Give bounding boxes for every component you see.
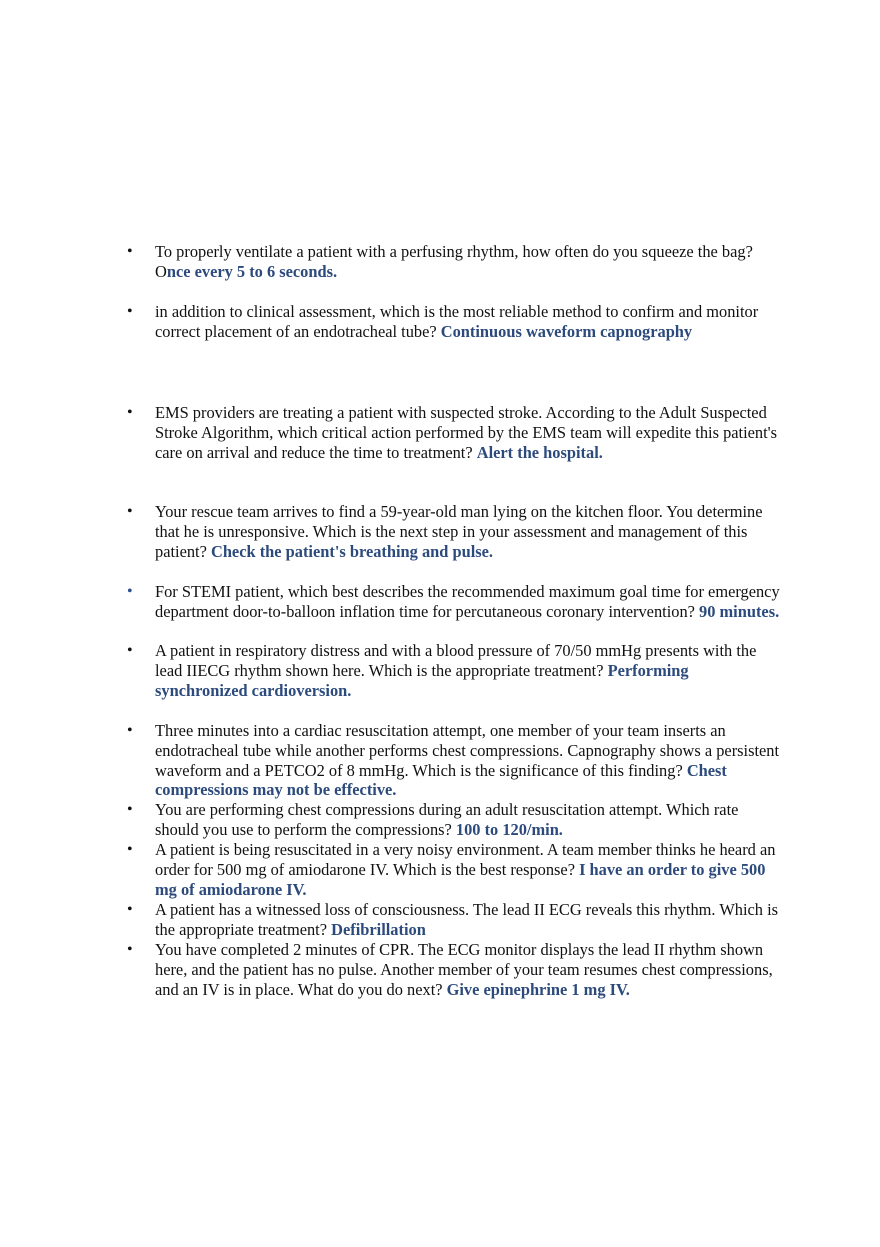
question-text <box>155 721 780 800</box>
answer: Alert the hospital. <box>476 442 603 462</box>
question: You have completed 2 minutes of CPR. The ECG monitor displays the lead II rhythm shown here, and the patient has no pulse. Another member of your team resumes chest compressions, and an IV is in place. What do you do next? <box>155 940 773 999</box>
question-text <box>155 900 780 940</box>
question-text <box>155 242 780 282</box>
question: Your rescue team arrives to find a 59-year-old man lying on the kitchen floor. You determine that he is unresponsive. Which is the next step in your assessment and management of this patient? <box>155 502 763 561</box>
bullet: • <box>127 901 133 918</box>
question: For STEMI patient, which best describes the recommended maximum goal time for emergency department door-to-balloon inflation time for percutaneous coronary intervention? <box>155 582 780 621</box>
answer: 90 minutes. <box>699 601 780 621</box>
question-text <box>155 940 780 999</box>
question: Three minutes into a cardiac resuscitation attempt, one member of your team inserts an endotracheal tube while another performs chest compressions. Capnography shows a persistent waveform and a PETCO2 of 8 mmHg. Which is the significance of this finding? <box>155 721 780 780</box>
question-text <box>155 641 780 700</box>
bullet: • <box>127 841 133 858</box>
bullet: • <box>127 404 133 421</box>
question: You are performing chest compressions during an adult resuscitation attempt. Which rate should you use to perform the compressions? <box>155 800 739 839</box>
bullet: • <box>127 243 133 260</box>
bullet: • <box>127 583 133 600</box>
question-text <box>155 403 780 462</box>
answer: Continuous waveform capnography <box>440 321 693 341</box>
answer: Performing synchronized cardioversion. <box>155 660 689 700</box>
answer: Chest compressions may not be effective. <box>155 760 727 800</box>
answer: Check the patient's breathing and pulse. <box>210 541 494 561</box>
question: EMS providers are treating a patient with suspected stroke. According to the Adult Suspected Stroke Algorithm, which critical action performed by the EMS team will expedite this patient's care on arrival and reduce the time to treatment? <box>155 403 778 462</box>
question: in addition to clinical assessment, which is the most reliable method to confirm and monitor correct placement of an endotracheal tube? <box>155 302 759 341</box>
bullet: • <box>127 722 133 739</box>
question-text <box>155 800 780 840</box>
answer: 100 to 120/min. <box>455 819 563 839</box>
answer: I have an order to give 500 mg of amiodarone IV. <box>155 859 766 899</box>
question-text <box>155 502 780 561</box>
question-text <box>155 302 780 342</box>
bullet: • <box>127 303 133 320</box>
question: To properly ventilate a patient with a perfusing rhythm, how often do you squeeze the bag? O <box>155 242 753 281</box>
bullet: • <box>127 642 133 659</box>
bullet: • <box>127 503 133 520</box>
question: A patient is being resuscitated in a very noisy environment. A team member thinks he heard an order for 500 mg of amiodarone IV. Which is the best response? <box>155 840 776 879</box>
question: A patient in respiratory distress and with a blood pressure of 70/50 mmHg presents with the lead IIECG rhythm shown here. Which is the appropriate treatment? <box>155 641 757 680</box>
bullet: • <box>127 801 133 818</box>
question-text <box>155 582 780 622</box>
bullet: • <box>127 941 133 958</box>
question: A patient has a witnessed loss of consciousness. The lead II ECG reveals this rhythm. Which is the appropriate treatment? <box>155 900 779 939</box>
answer: Give epinephrine 1 mg IV. <box>446 979 630 999</box>
answer: nce every 5 to 6 seconds. <box>166 261 338 281</box>
question-text <box>155 840 780 899</box>
answer: Defibrillation <box>331 919 426 939</box>
